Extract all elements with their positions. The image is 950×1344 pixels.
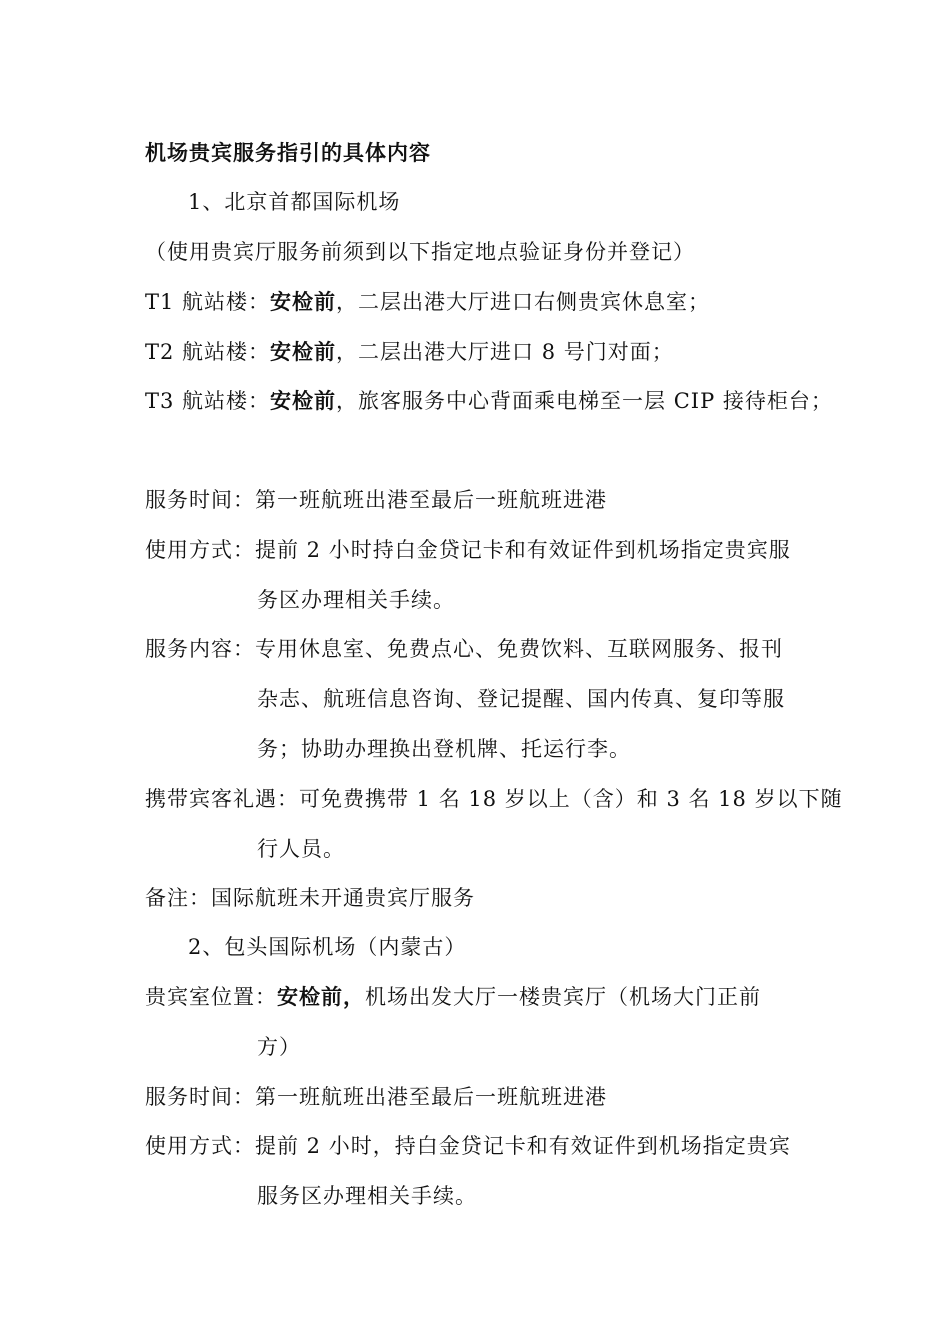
location-rest: 机场出发大厅一楼贵宾厅（机场大门正前	[365, 985, 761, 1009]
section2-usage-line2: 服务区办理相关手续。	[257, 1184, 477, 1208]
section1-content-line1: 服务内容：专用休息室、免费点心、免费饮料、互联网服务、报刊	[145, 637, 783, 661]
t1-line	[145, 288, 710, 316]
t3-label: T3 航站楼：	[145, 389, 271, 413]
section1-content-line2: 杂志、航班信息咨询、登记提醒、国内传真、复印等服	[257, 687, 785, 711]
section1-guest-line2: 行人员。	[257, 837, 345, 861]
section1-content-line3: 务；协助办理换出登机牌、托运行李。	[257, 737, 631, 761]
location-bold: 安检前，	[277, 984, 365, 1009]
section1-service-time: 服务时间：第一班航班出港至最后一班航班进港	[145, 488, 607, 512]
t3-bold: 安检前	[270, 388, 337, 413]
section1-heading: 1、北京首都国际机场	[188, 190, 401, 214]
t3-rest: ，旅客服务中心背面乘电梯至一层 CIP 接待柜台；	[336, 389, 833, 413]
section1-remark: 备注：国际航班未开通贵宾厅服务	[145, 886, 475, 910]
section2-location-line2: 方）	[257, 1035, 301, 1059]
location-label: 贵宾室位置：	[145, 985, 277, 1009]
section1-guest-line1: 携带宾客礼遇：可免费携带 1 名 18 岁以上（含）和 3 名 18 岁以下随	[145, 787, 843, 811]
section2-usage-line1: 使用方式：提前 2 小时，持白金贷记卡和有效证件到机场指定贵宾	[145, 1134, 791, 1158]
section2-heading: 2、包头国际机场（内蒙古）	[188, 935, 467, 959]
section2-location-line1	[145, 983, 761, 1011]
section2-service-time: 服务时间：第一班航班出港至最后一班航班进港	[145, 1085, 607, 1109]
document-title: 机场贵宾服务指引的具体内容	[145, 140, 431, 165]
t2-bold: 安检前	[270, 339, 337, 364]
section1-usage-line1: 使用方式：提前 2 小时持白金贷记卡和有效证件到机场指定贵宾服	[145, 538, 791, 562]
t1-bold: 安检前	[270, 289, 337, 314]
t1-label: T1 航站楼：	[145, 290, 271, 314]
section1-usage-line2: 务区办理相关手续。	[257, 588, 455, 612]
t2-rest: ，二层出港大厅进口 8 号门对面；	[336, 340, 674, 364]
t2-label: T2 航站楼：	[145, 340, 271, 364]
section1-note: （使用贵宾厅服务前须到以下指定地点验证身份并登记）	[145, 240, 695, 264]
t2-line	[145, 338, 674, 366]
t3-line	[145, 387, 833, 415]
t1-rest: ，二层出港大厅进口右侧贵宾休息室；	[336, 290, 711, 314]
